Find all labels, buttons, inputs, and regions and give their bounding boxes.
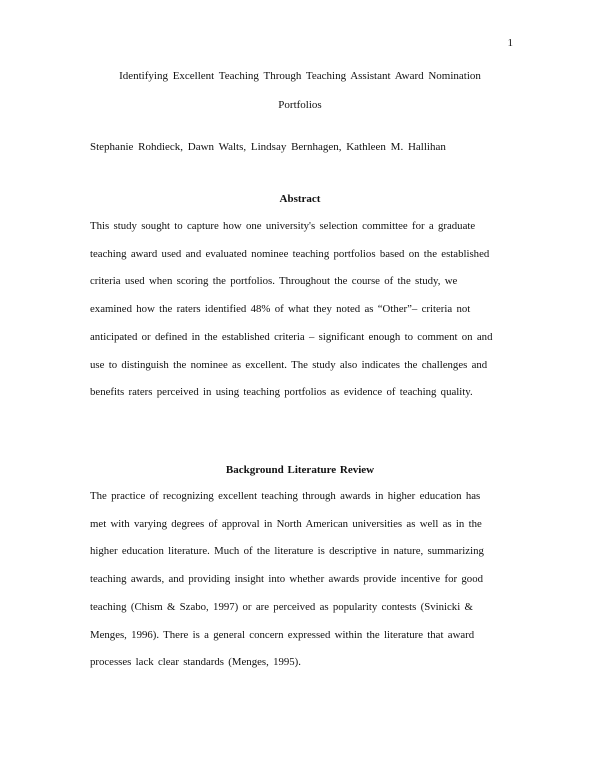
background-body — [90, 483, 515, 677]
paper-title-line: Identifying Excellent Teaching Through Teaching Assistant Award Nomination — [119, 70, 481, 82]
background-line: The practice of recognizing excellent teaching through awards in higher education has — [90, 490, 481, 502]
background-line: teaching awards, and providing insight into whether awards provide incentive for good — [90, 573, 483, 586]
background-line: Menges, 1996). There is a general concern expressed within the literature that award — [90, 628, 475, 641]
abstract-body — [90, 213, 515, 407]
abstract-line: anticipated or defined in the established criteria – significant enough to comment on and — [90, 330, 493, 343]
abstract-line: criteria used when scoring the portfolios. Throughout the course of the study, we — [90, 275, 458, 288]
abstract-line: benefits raters perceived in using teaching portfolios as evidence of teaching quality. — [90, 386, 473, 399]
page-number: 1 — [507, 37, 513, 49]
abstract-line: teaching award used and evaluated nominee teaching portfolios based on the established — [90, 247, 490, 260]
abstract-heading: Abstract — [279, 193, 321, 205]
section-heading-background: Background Literature Review — [225, 464, 375, 476]
abstract-line: examined how the raters identified 48% of what they noted as “Other”– criteria not — [90, 303, 471, 316]
author-list: Stephanie Rohdieck, Dawn Walts, Lindsay Bernhagen, Kathleen M. Hallihan — [90, 141, 446, 153]
abstract-line: This study sought to capture how one university's selection committee for a graduate — [90, 220, 476, 232]
background-line: teaching (Chism & Szabo, 1997) or are perceived as popularity contests (Svinicki & — [90, 600, 473, 613]
background-line: higher education literature. Much of the literature is descriptive in nature, summarizing — [90, 545, 484, 558]
abstract-line: use to distinguish the nominee as excellent. The study also indicates the challenges and — [90, 358, 488, 371]
paper-title-line: Portfolios — [278, 99, 322, 111]
paper-title — [90, 62, 510, 120]
background-line: met with varying degrees of approval in North American universities as well as in the — [90, 517, 482, 530]
background-line: processes lack clear standards (Menges, 1995). — [90, 656, 301, 669]
